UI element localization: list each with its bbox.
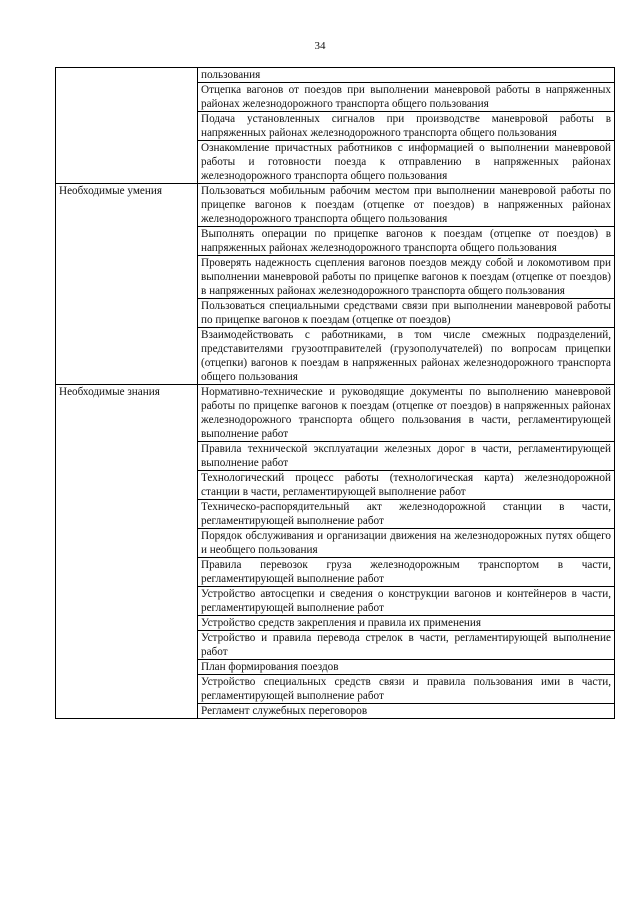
section-item: План формирования поездов (198, 660, 615, 675)
section-item: Взаимодействовать с работниками, в том числе смежных подразделений, представителями грузоотправителей (грузополучателей) по вопросам прицепки (отцепки) вагонов к поездам в напряженных районах железнодорожного транспорта общего пользования (198, 328, 615, 385)
section-item: Устройство и правила перевода стрелок в части, регламентирующей выполнение работ (198, 631, 615, 660)
section-item: Устройство средств закрепления и правила их применения (198, 616, 615, 631)
section-item: Технологический процесс работы (технологическая карта) железнодорожной станции в части, регламентирующей выполнение работ (198, 471, 615, 500)
table-row (56, 68, 615, 83)
section-item: Нормативно-технические и руководящие документы по выполнению маневровой работы по прицепке вагонов к поездам (отцепке от поездов) в напряженных районах железнодорожного транспорта общего пользования в части, регламентирующей выполнение работ (198, 385, 615, 442)
section-item: Устройство автосцепки и сведения о конструкции вагонов и контейнеров в части, регламентирующей выполнение работ (198, 587, 615, 616)
section-item: Подача установленных сигналов при производстве маневровой работы в напряженных районах железнодорожного транспорта общего пользования (198, 112, 615, 141)
section-item: пользования (198, 68, 615, 83)
section-item: Отцепка вагонов от поездов при выполнении маневровой работы в напряженных районах железнодорожного транспорта общего пользования (198, 83, 615, 112)
section-item: Регламент служебных переговоров (198, 704, 615, 719)
section-label (56, 68, 198, 184)
section-item: Устройство специальных средств связи и правила пользования ими в части, регламентирующей выполнение работ (198, 675, 615, 704)
page-number: 34 (314, 40, 326, 52)
section-item: Правила технической эксплуатации железных дорог в части, регламентирующей выполнение работ (198, 442, 615, 471)
section-item: Ознакомление причастных работников с информацией о выполнении маневровой работы и готовности поезда к отправлению в напряженных районах железнодорожного транспорта общего пользования (198, 141, 615, 184)
section-item: Пользоваться специальными средствами связи при выполнении маневровой работы по прицепке вагонов к поездам (отцепке от поездов) (198, 299, 615, 328)
section-item: Проверять надежность сцепления вагонов поездов между собой и локомотивом при выполнении маневровой работы по прицепке вагонов к поездам (отцепке от поездов) в напряженных районах железнодорожного транспорта общего пользования (198, 256, 615, 299)
section-item: Техническо-распорядительный акт железнодорожной станции в части, регламентирующей выполнение работ (198, 500, 615, 529)
table-row (56, 385, 615, 442)
section-item: Порядок обслуживания и организации движения на железнодорожных путях общего и необщего пользования (198, 529, 615, 558)
competency-table (55, 67, 615, 719)
section-label: Необходимые знания (56, 385, 198, 719)
section-item: Пользоваться мобильным рабочим местом при выполнении маневровой работы по прицепке вагонов к поездам (отцепке от поездов) в напряженных районах железнодорожного транспорта общего пользования (198, 184, 615, 227)
table-row (56, 184, 615, 227)
competency-table-body (56, 68, 615, 719)
section-label: Необходимые умения (56, 184, 198, 385)
section-item: Правила перевозок груза железнодорожным транспортом в части, регламентирующей выполнение работ (198, 558, 615, 587)
section-item: Выполнять операции по прицепке вагонов к поездам (отцепке от поездов) в напряженных районах железнодорожного транспорта общего пользования (198, 227, 615, 256)
